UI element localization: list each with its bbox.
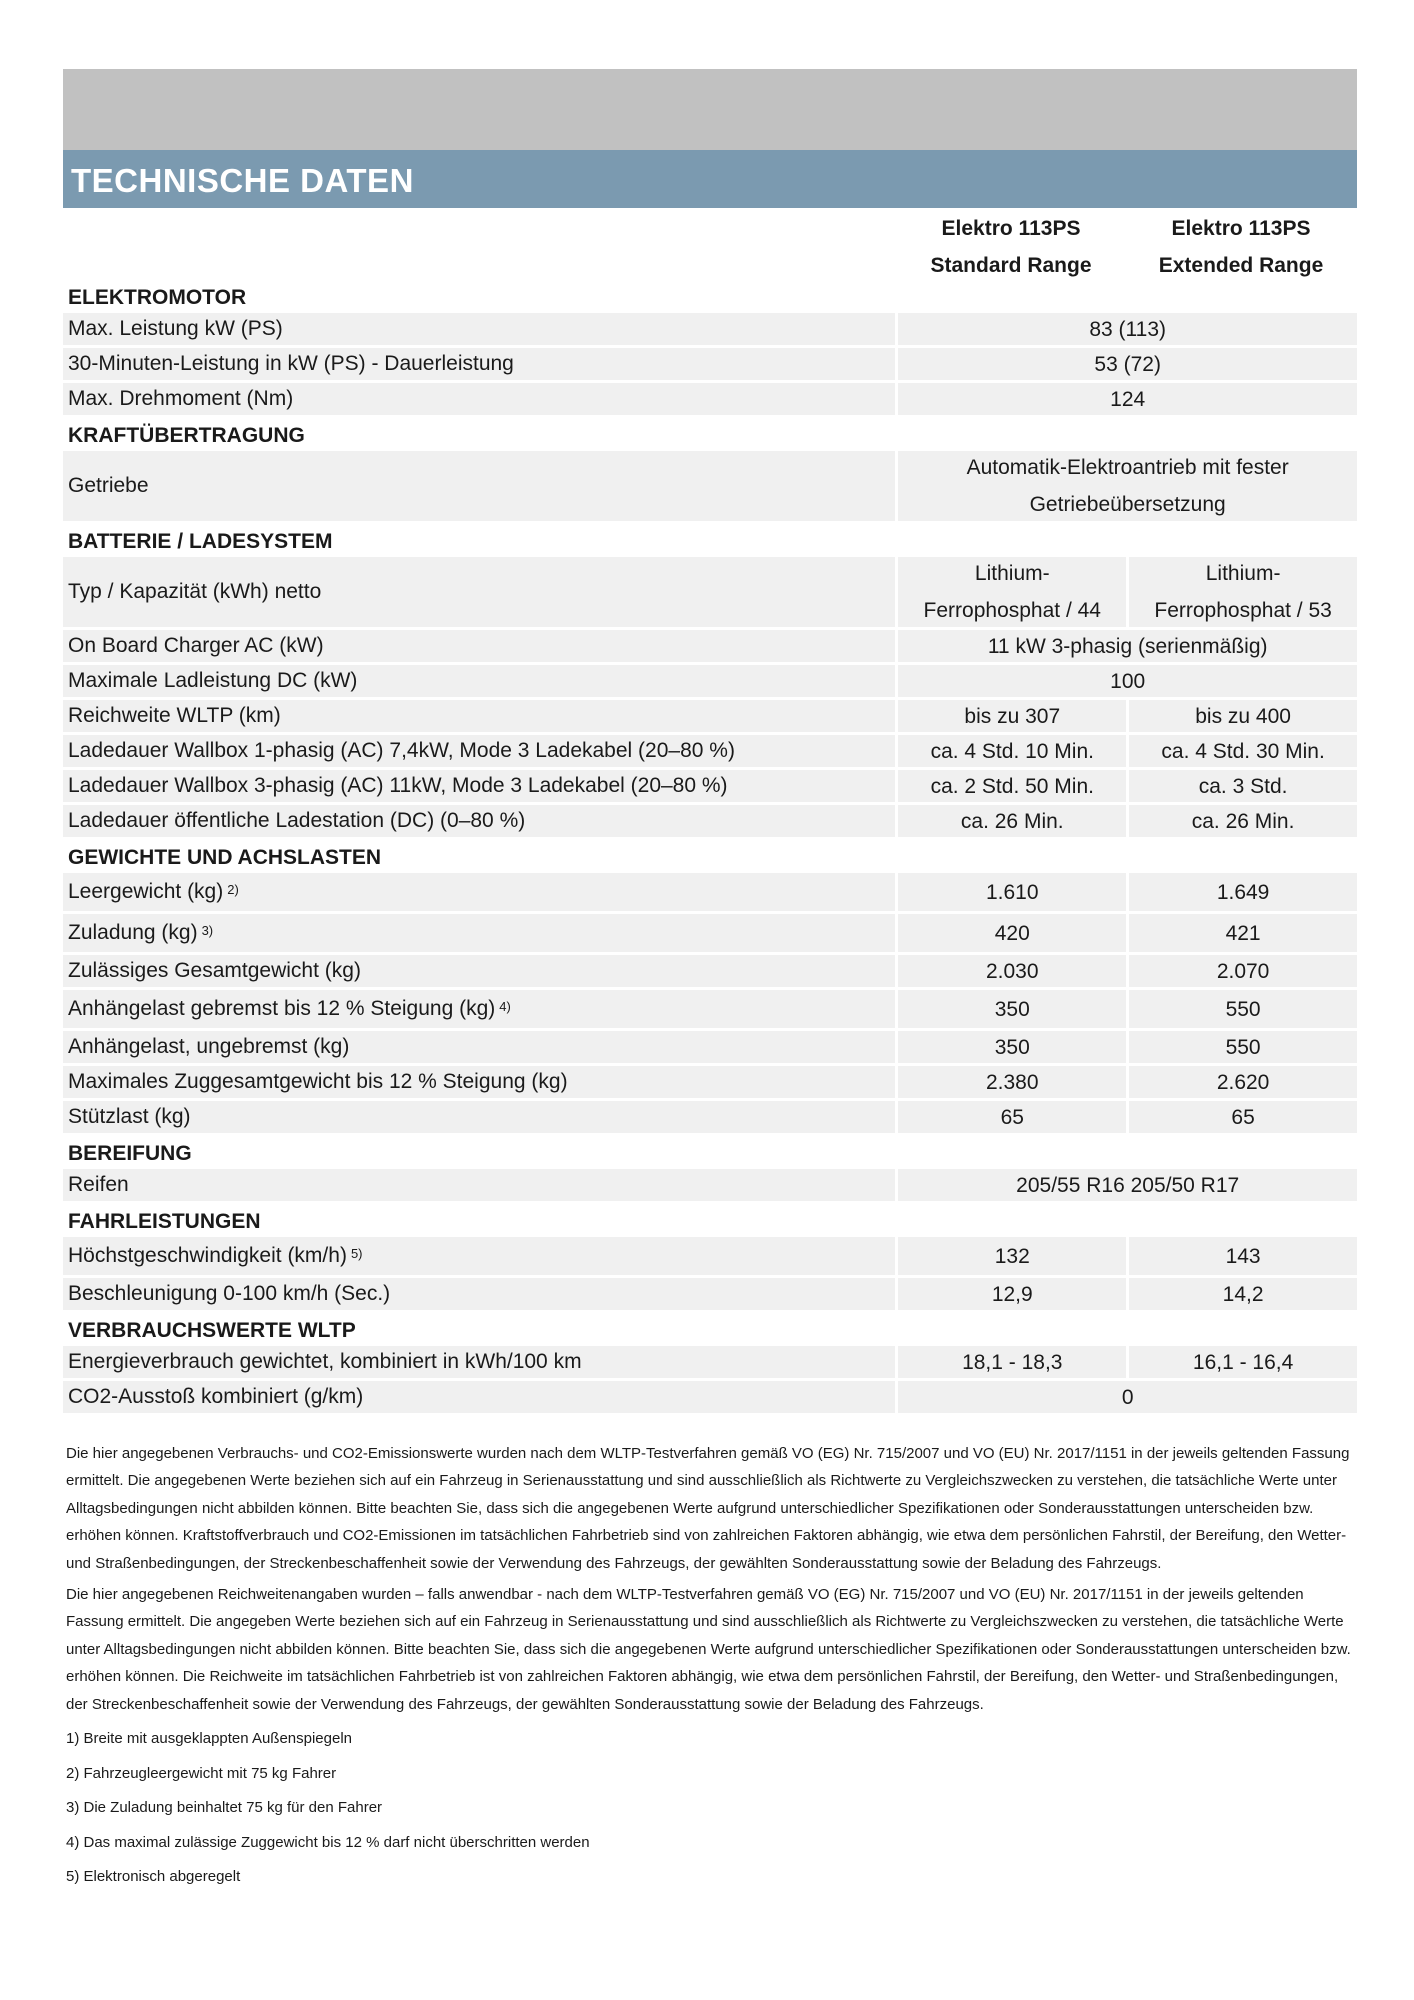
row-value-merged: 100: [898, 665, 1357, 697]
row-label: [63, 805, 895, 837]
row-label: [63, 955, 895, 987]
row-value-standard-range: 2.380: [898, 1066, 1126, 1098]
table-row: [63, 770, 1357, 802]
note-consumption: Die hier angegebenen Verbrauchs- und CO2-Emissionswerte wurden nach dem WLTP-Testverfahren gemäß VO (EG) Nr. 715/2007 und VO (EU) Nr. 2017/1151 in der jeweils geltenden Fassung ermittelt. Die angegebenen Werte beziehen sich auf ein Fahrzeug in Serienausstattung und sind ausschließlich als Richtwerte zu Vergleichszwecken zu verstehen, die tatsächliche Werte unter Alltagsbedingungen nicht abbilden können. Bitte beachten Sie, dass sich die angegebenen Werte aufgrund unterschiedlicher Spezifikationen oder Sonderausstattungen unterscheiden bzw. erhöhen können. Kraftstoffverbrauch und CO2-Emissionen im tatsächlichen Fahrbetrieb sind von zahlreichen Faktoren abhängig, wie etwa dem persönlichen Fahrstil, der Bereifung, den Wetter- und Straßenbedingungen, der Streckenbeschaffenheit sowie der Verwendung des Fahrzeugs, der gewählten Sonderausstattung sowie der Beladung des Fahrzeugs.: [66, 1445, 1350, 1572]
row-value-standard-range: 350: [898, 990, 1126, 1028]
row-label-text: Max. Drehmoment (Nm): [68, 387, 294, 410]
row-value-merged: 205/55 R16 205/50 R17: [898, 1169, 1357, 1201]
row-label: [63, 1237, 895, 1275]
row-label-text: On Board Charger AC (kW): [68, 634, 324, 657]
spec-table: [63, 208, 1357, 1416]
table-row: [63, 313, 1357, 345]
row-label: [63, 735, 895, 767]
row-value-standard-range: 1.610: [898, 873, 1126, 911]
column-header-line: Elektro 113PS: [941, 217, 1081, 240]
section-heading: ELEKTROMOTOR: [68, 286, 247, 309]
row-label-text: Anhängelast, ungebremst (kg): [68, 1035, 350, 1058]
table-row: [63, 873, 1357, 911]
row-label: [63, 873, 895, 911]
footnote-ref: 2): [227, 881, 239, 897]
row-value-standard-range: ca. 4 Std. 10 Min.: [898, 735, 1126, 767]
row-value-standard-range: 65: [898, 1101, 1126, 1133]
table-row: [63, 665, 1357, 697]
table-row: [63, 348, 1357, 380]
row-label-text: Typ / Kapazität (kWh) netto: [68, 580, 322, 603]
row-label: [63, 1031, 895, 1063]
row-label-text: Leergewicht (kg): [68, 880, 224, 903]
row-label-text: Beschleunigung 0-100 km/h (Sec.): [68, 1282, 391, 1305]
row-value-standard-range: 12,9: [898, 1278, 1126, 1310]
row-value-merged: 124: [898, 383, 1357, 415]
footnote: 5) Elektronisch abgeregelt: [66, 1868, 241, 1886]
row-label: [63, 383, 895, 415]
row-label-text: Getriebe: [68, 474, 149, 497]
table-row: [63, 630, 1357, 662]
row-label: [63, 1066, 895, 1098]
table-row: [63, 1169, 1357, 1201]
row-value-standard-range: 350: [898, 1031, 1126, 1063]
table-row: [63, 1031, 1357, 1063]
page-title: TECHNISCHE DATEN: [71, 162, 414, 199]
row-value-standard-range: bis zu 307: [898, 700, 1126, 732]
row-value-extended-range: 421: [1129, 914, 1357, 952]
row-label: [63, 700, 895, 732]
row-value-merged: 83 (113): [898, 313, 1357, 345]
row-label: [63, 1169, 895, 1201]
table-row: [63, 383, 1357, 415]
row-value-extended-range: 16,1 - 16,4: [1129, 1346, 1357, 1378]
section-heading: GEWICHTE UND ACHSLASTEN: [68, 846, 382, 869]
row-label-text: CO2-Ausstoß kombiniert (g/km): [68, 1385, 364, 1408]
row-value-extended-range: ca. 26 Min.: [1129, 805, 1357, 837]
footnote: 4) Das maximal zulässige Zuggewicht bis 12 % darf nicht überschritten werden: [66, 1833, 590, 1851]
row-label-text: Maximale Ladleistung DC (kW): [68, 669, 358, 692]
row-value-extended-range: ca. 3 Std.: [1129, 770, 1357, 802]
row-value-extended-range: 14,2: [1129, 1278, 1357, 1310]
column-headers: [63, 208, 1357, 280]
row-value-standard-range: 132: [898, 1237, 1126, 1275]
row-value-extended-range: bis zu 400: [1129, 700, 1357, 732]
table-row: [63, 990, 1357, 1028]
row-label-text: Stützlast (kg): [68, 1105, 191, 1128]
table-row: [63, 735, 1357, 767]
footnote: 1) Breite mit ausgeklappten Außenspiegeln: [66, 1730, 353, 1748]
row-label-text: Energieverbrauch gewichtet, kombiniert in kWh/100 km: [68, 1350, 582, 1373]
row-label: [63, 914, 895, 952]
row-label: [63, 557, 895, 627]
row-label-text: Max. Leistung kW (PS): [68, 317, 283, 340]
table-row: [63, 1101, 1357, 1133]
row-label-text: Ladedauer öffentliche Ladestation (DC) (0–80 %): [68, 809, 526, 832]
section-heading: BEREIFUNG: [68, 1142, 192, 1165]
row-value-extended-range: ca. 4 Std. 30 Min.: [1129, 735, 1357, 767]
row-label-text: Höchstgeschwindigkeit (km/h): [68, 1244, 347, 1267]
table-row: [63, 805, 1357, 837]
row-label: [63, 1101, 895, 1133]
row-label: [63, 1278, 895, 1310]
row-label: [63, 770, 895, 802]
row-label-text: 30-Minuten-Leistung in kW (PS) - Dauerleistung: [68, 352, 514, 375]
row-label-text: Zulässiges Gesamtgewicht (kg): [68, 959, 361, 982]
row-value-extended-range: 2.070: [1129, 955, 1357, 987]
row-label-text: Reichweite WLTP (km): [68, 704, 281, 727]
row-value-extended-range: 2.620: [1129, 1066, 1357, 1098]
footnote: 3) Die Zuladung beinhaltet 75 kg für den Fahrer: [66, 1799, 383, 1817]
row-value-extended-range: 550: [1129, 990, 1357, 1028]
row-label: [63, 313, 895, 345]
table-row: [63, 914, 1357, 952]
column-header-line: Standard Range: [930, 254, 1092, 277]
row-value-extended-range: 143: [1129, 1237, 1357, 1275]
column-header-standard-range: [896, 208, 1126, 280]
row-value-standard-range: 18,1 - 18,3: [898, 1346, 1126, 1378]
row-value-merged: 53 (72): [898, 348, 1357, 380]
footnote-ref: 5): [350, 1245, 363, 1261]
row-label: [63, 1381, 895, 1413]
row-label: [63, 630, 895, 662]
row-label-text: Ladedauer Wallbox 1-phasig (AC) 7,4kW, Mode 3 Ladekabel (20–80 %): [68, 739, 735, 762]
section-heading: KRAFTÜBERTRAGUNG: [68, 424, 305, 447]
section-heading: VERBRAUCHSWERTE WLTP: [68, 1319, 356, 1342]
row-label: [63, 451, 895, 521]
row-label-text: Reifen: [68, 1173, 129, 1196]
row-value-standard-range: ca. 2 Std. 50 Min.: [898, 770, 1126, 802]
row-value-standard-range: 420: [898, 914, 1126, 952]
row-value-standard-range: Lithium- Ferrophosphat / 44: [898, 557, 1126, 627]
spec-table-body: [63, 280, 1357, 1413]
footnote: 2) Fahrzeugleergewicht mit 75 kg Fahrer: [66, 1764, 337, 1782]
table-row: [63, 451, 1357, 521]
header-banner: [63, 69, 1357, 150]
table-row: [63, 955, 1357, 987]
row-label-text: Ladedauer Wallbox 3-phasig (AC) 11kW, Mode 3 Ladekabel (20–80 %): [68, 774, 728, 797]
row-value-extended-range: Lithium- Ferrophosphat / 53: [1129, 557, 1357, 627]
row-value-merged: Automatik-Elektroantrieb mit fester Getriebeübersetzung: [898, 451, 1357, 521]
notes: [66, 1440, 1356, 1895]
table-row: [63, 1237, 1357, 1275]
row-value-extended-range: 550: [1129, 1031, 1357, 1063]
column-header-line: Elektro 113PS: [1171, 217, 1311, 240]
row-label-text: Maximales Zuggesamtgewicht bis 12 % Steigung (kg): [68, 1070, 568, 1093]
table-row: [63, 1346, 1357, 1378]
note-range: Die hier angegebenen Reichweitenangaben wurden – falls anwendbar - nach dem WLTP-Testverfahren gemäß VO (EG) Nr. 715/2007 und VO (EU) Nr. 2017/1151 in der jeweils geltenden Fassung ermittelt. Die angegeben Werte beziehen sich auf ein Fahrzeug in Serienausstattung und sind ausschließlich als Richtwerte zu Vergleichszwecken zu verstehen, die tatsächliche Werte unter Alltagsbedingungen nicht abbilden können. Bitte beachten Sie, dass sich die angegebenen Werte aufgrund unterschiedlicher Spezifikationen oder Sonderausstattungen unterscheiden bzw. erhöhen können. Die Reichweite im tatsächlichen Fahrbetrieb ist von zahlreichen Faktoren abhängig, wie etwa dem persönlichen Fahrstil, der Bereifung, den Wetter- und Straßenbedingungen, der Streckenbeschaffenheit sowie der Verwendung des Fahrzeugs, der gewählten Sonderausstattung sowie der Beladung des Fahrzeugs.: [66, 1586, 1351, 1713]
footnote-ref: 4): [499, 998, 511, 1014]
row-label: [63, 665, 895, 697]
row-label-text: Zuladung (kg): [68, 921, 198, 944]
footnote-ref: 3): [201, 922, 214, 938]
table-row: [63, 1381, 1357, 1413]
column-header-line: Extended Range: [1158, 254, 1324, 277]
table-row: [63, 1066, 1357, 1098]
row-value-merged: 0: [898, 1381, 1357, 1413]
row-value-merged: 11 kW 3-phasig (serienmäßig): [898, 630, 1357, 662]
title-bar: [63, 150, 1357, 208]
row-label: [63, 990, 895, 1028]
row-value-extended-range: 65: [1129, 1101, 1357, 1133]
row-label: [63, 1346, 895, 1378]
row-value-extended-range: 1.649: [1129, 873, 1357, 911]
table-row: [63, 700, 1357, 732]
section-heading: BATTERIE / LADESYSTEM: [68, 530, 333, 553]
section-heading: FAHRLEISTUNGEN: [68, 1210, 261, 1233]
row-value-standard-range: 2.030: [898, 955, 1126, 987]
row-label-text: Anhängelast gebremst bis 12 % Steigung (kg): [68, 997, 496, 1020]
row-value-standard-range: ca. 26 Min.: [898, 805, 1126, 837]
column-header-extended-range: [1126, 208, 1356, 280]
table-row: [63, 1278, 1357, 1310]
table-row: [63, 557, 1357, 627]
row-label: [63, 348, 895, 380]
